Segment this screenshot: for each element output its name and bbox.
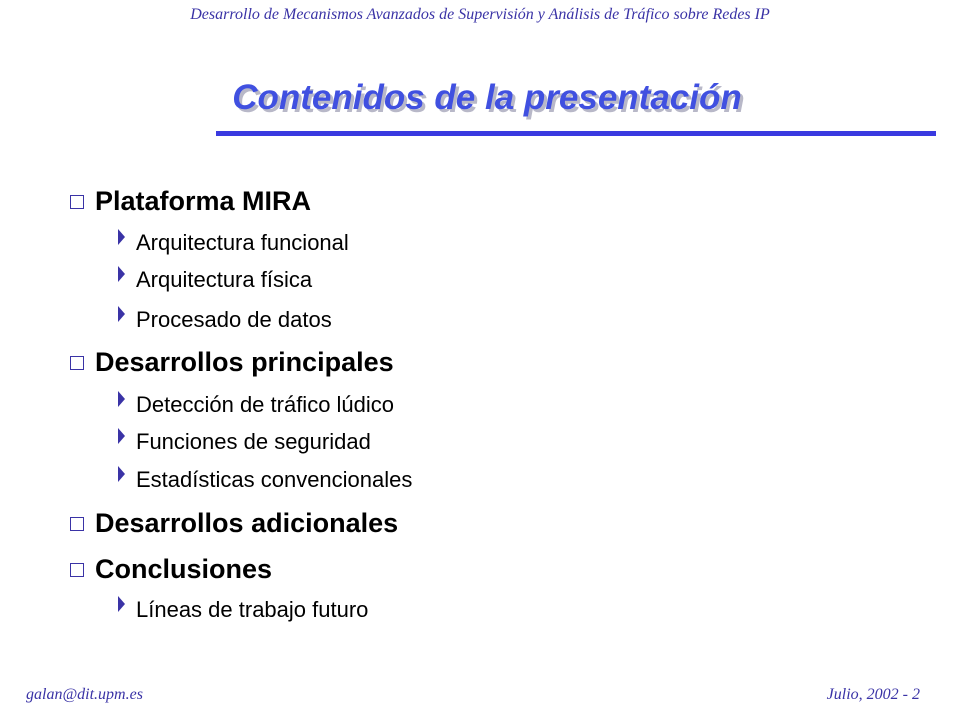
outline-subitem (118, 392, 394, 418)
outline-subitem-label: Arquitectura física (136, 267, 313, 292)
slide-title: Contenidos de la presentación (232, 78, 742, 117)
outline-subitem-label: Detección de tráfico lúdico (136, 392, 395, 417)
outline-item (70, 508, 398, 539)
triangle-bullet-icon (118, 596, 125, 612)
outline-subitem-label: Líneas de trabajo futuro (136, 597, 369, 622)
square-bullet-icon (70, 563, 84, 577)
outline-subitem (118, 230, 349, 256)
square-bullet-icon (70, 356, 84, 370)
outline-item (70, 186, 311, 217)
outline-subitem (118, 597, 368, 623)
square-bullet-icon (70, 195, 84, 209)
triangle-bullet-icon (118, 229, 125, 245)
outline-subitem-label: Estadísticas convencionales (136, 467, 413, 492)
outline-item-label: Desarrollos adicionales (95, 508, 399, 538)
outline-subitem-label: Procesado de datos (136, 307, 332, 332)
footer-page-info: Julio, 2002 - 2 (826, 686, 920, 703)
triangle-bullet-icon (118, 266, 125, 282)
outline-item-label: Conclusiones (95, 554, 273, 584)
triangle-bullet-icon (118, 306, 125, 322)
triangle-bullet-icon (118, 466, 125, 482)
triangle-bullet-icon (118, 391, 125, 407)
footer-email: galan@dit.upm.es (26, 686, 143, 703)
outline-item-label: Desarrollos principales (95, 347, 394, 377)
triangle-bullet-icon (118, 428, 125, 444)
outline-subitem (118, 267, 312, 293)
outline-subitem (118, 307, 332, 333)
outline-item (70, 347, 394, 378)
square-bullet-icon (70, 517, 84, 531)
outline-item-label: Plataforma MIRA (95, 186, 312, 216)
outline-subitem-label: Funciones de seguridad (136, 429, 371, 454)
slide-header: Desarrollo de Mecanismos Avanzados de Supervisión y Análisis de Tráfico sobre Redes IP (190, 6, 770, 23)
outline-subitem-label: Arquitectura funcional (136, 230, 349, 255)
outline-subitem (118, 429, 371, 455)
outline-item (70, 554, 272, 585)
outline-subitem (118, 467, 412, 493)
